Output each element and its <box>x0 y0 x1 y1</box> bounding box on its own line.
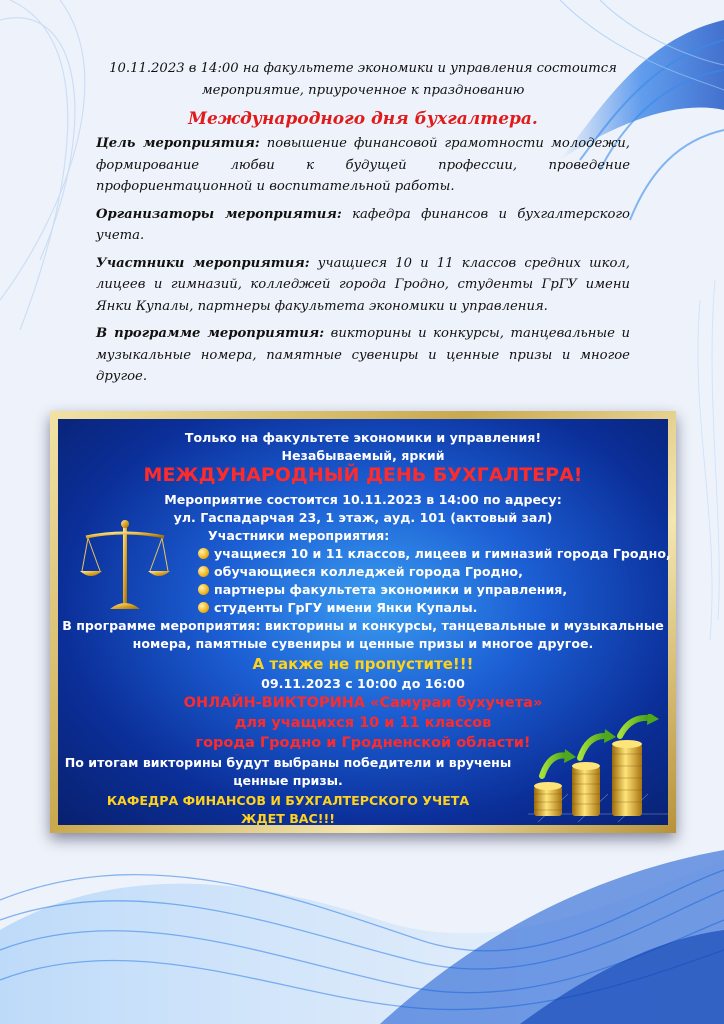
program-label: В программе мероприятия: <box>96 326 325 341</box>
organizers-label: Организаторы мероприятия: <box>96 206 342 222</box>
poster-program-line-2: номера, памятные сувениры и ценные призы и многое другое. <box>132 636 594 651</box>
poster-line-1: Только на факультете экономики и управления! <box>184 430 542 445</box>
poster-results-line-2: ценные призы. <box>233 773 343 788</box>
poster-participant-item: обучающиеся колледжей города Гродно, <box>198 563 523 581</box>
intro-line-1: 10.11.2023 в 14:00 на факультете экономики и управления состоится <box>109 61 617 76</box>
poster-closing-line-1: КАФЕДРА ФИНАНСОВ И БУХГАЛТЕРСКОГО УЧЕТА <box>106 793 470 808</box>
poster-frame <box>50 411 676 833</box>
participants-text: учащиеся 10 и 11 классов средних школ, лицеев и гимназий, колледжей города Гродно, студенты ГрГУ имени Янки Купалы, партнеры факультета экономики и управления. <box>96 255 630 314</box>
poster <box>58 419 671 826</box>
program-paragraph <box>96 323 630 388</box>
poster-title: МЕЖДУНАРОДНЫЙ ДЕНЬ БУХГАЛТЕРА! <box>143 464 583 486</box>
poster-participant-item: партнеры факультета экономики и управления, <box>198 581 567 599</box>
coin-bullet-icon <box>198 602 209 613</box>
poster-also-heading: А также не пропустите!!! <box>252 655 474 673</box>
participants-paragraph <box>96 253 630 318</box>
poster-quiz-for: для учащихся 10 и 11 классов <box>234 715 492 731</box>
poster-date-line: Мероприятие состоится 10.11.2023 в 14:00 по адресу: <box>164 492 562 507</box>
poster-program-line-1: В программе мероприятия: викторины и конкурсы, танцевальные и музыкальные <box>62 618 664 633</box>
poster-results-line-1: По итогам викторины будут выбраны победители и вручены <box>64 755 512 770</box>
goal-label: Цель мероприятия: <box>96 136 260 151</box>
poster-quiz-time: 09.11.2023 с 10:00 до 16:00 <box>261 676 465 691</box>
organizers-text: кафедра финансов и бухгалтерского учета. <box>96 206 630 243</box>
goal-text: повышение финансовой грамотности молодежи, формирование любви к будущей профессии, проведение профориентационной и воспитательной работы. <box>96 136 630 194</box>
announcement-text <box>96 58 630 394</box>
poster-participant-item: учащиеся 10 и 11 классов, лицеев и гимназий города Гродно, <box>198 545 671 563</box>
participants-label: Участники мероприятия: <box>96 255 310 271</box>
poster-participant-item: студенты ГрГУ имени Янки Купалы. <box>198 599 477 617</box>
scales-icon <box>80 519 170 614</box>
headline: Международного дня бухгалтера. <box>188 109 538 129</box>
coin-stacks-growth-icon <box>528 714 668 824</box>
poster-quiz-title: ОНЛАЙН-ВИКТОРИНА «Самураи бухучета» <box>183 695 543 711</box>
goal-paragraph <box>96 133 630 198</box>
poster-participants-heading: Участники мероприятия: <box>208 528 390 543</box>
organizers-paragraph <box>96 204 630 247</box>
poster-closing-line-2: ЖДЕТ ВАС!!! <box>240 811 336 826</box>
program-text: викторины и конкурсы, танцевальные и музыкальные номера, памятные сувениры и ценные призы и многое другое. <box>96 326 630 384</box>
poster-address-line: ул. Гаспадарчая 23, 1 этаж, ауд. 101 (актовый зал) <box>173 510 553 525</box>
poster-line-2: Незабываемый, яркий <box>281 448 445 463</box>
coin-bullet-icon <box>198 584 209 595</box>
coin-bullet-icon <box>198 548 209 559</box>
coin-bullet-icon <box>198 566 209 577</box>
poster-quiz-region: города Гродно и Гродненской области! <box>195 735 531 751</box>
intro-line-2: мероприятие, приуроченное к празднованию <box>201 82 525 98</box>
